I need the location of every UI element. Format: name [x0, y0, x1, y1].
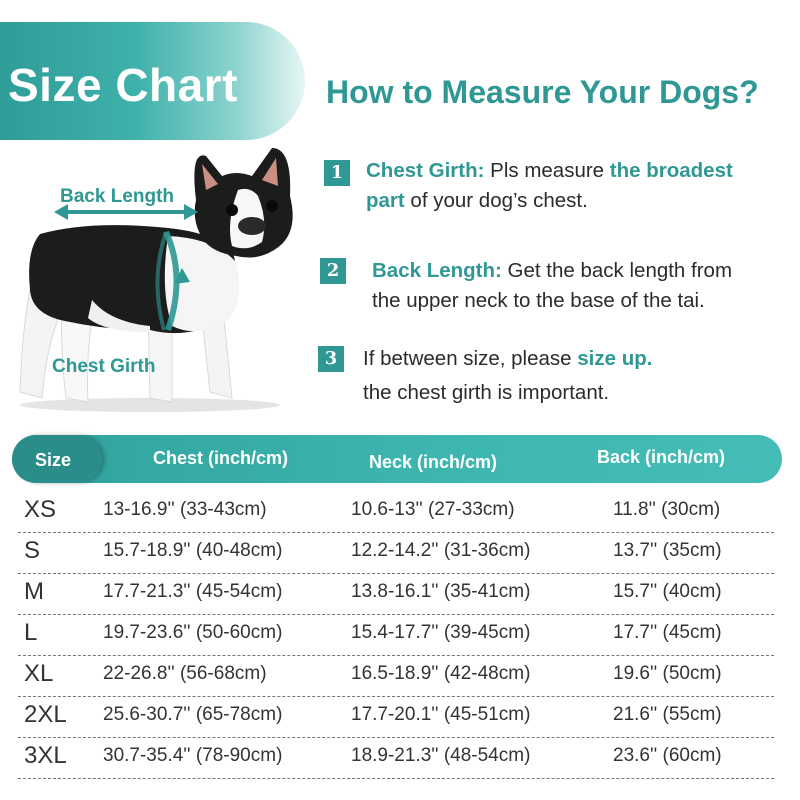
header-back: Back (inch/cm): [597, 447, 726, 467]
table-row: [18, 696, 774, 738]
header-size: Size: [35, 450, 72, 470]
chest-cell: 15.7-18.9'' (40-48cm): [103, 540, 283, 561]
banner-title: Size Chart: [8, 59, 238, 111]
size-cell: L: [24, 619, 38, 646]
page-title: How to Measure Your Dogs?: [326, 74, 759, 110]
step-2-text: [372, 256, 732, 316]
step-2-number: 2: [320, 258, 346, 284]
table-row: [18, 491, 774, 533]
chest-girth-label: Chest Girth: [52, 356, 156, 377]
size-cell: XS: [24, 496, 57, 523]
step-3-number: 3: [318, 346, 344, 372]
back-cell: 19.6'' (50cm): [613, 663, 722, 684]
table-row: [18, 614, 774, 656]
chest-cell: 19.7-23.6'' (50-60cm): [103, 622, 283, 643]
neck-cell: 16.5-18.9'' (42-48cm): [351, 663, 531, 684]
step-3-text-b: the chest girth is important.: [363, 381, 610, 404]
table-row: [18, 737, 774, 779]
table-row: [18, 655, 774, 697]
step-2-text-b: the upper neck to the base of the tai.: [372, 289, 705, 312]
table-header: [12, 435, 782, 483]
step-1-text-b: of your dog’s chest.: [404, 189, 588, 212]
step-1-text: [366, 156, 733, 216]
chest-cell: 13-16.9'' (33-43cm): [103, 499, 267, 520]
step-1-highlight: the broadest: [609, 159, 733, 182]
back-cell: 15.7'' (40cm): [613, 581, 722, 602]
back-cell: 13.7'' (35cm): [613, 540, 722, 561]
back-cell: 21.6'' (55cm): [613, 704, 722, 725]
neck-cell: 10.6-13'' (27-33cm): [351, 499, 515, 520]
step-3-period: .: [646, 347, 653, 370]
step-1-number: 1: [324, 160, 350, 186]
size-cell: M: [24, 578, 44, 605]
step-2-text-a: Get the back length from: [501, 259, 733, 282]
header-chest: Chest (inch/cm): [153, 448, 289, 468]
back-cell: 11.8'' (30cm): [613, 499, 721, 520]
step-2-label: Back Length:: [372, 259, 502, 282]
step-3-text: [363, 344, 652, 408]
chest-cell: 25.6-30.7'' (65-78cm): [103, 704, 283, 725]
size-cell: S: [24, 537, 41, 564]
step-3-text-a: If between size, please: [363, 347, 578, 370]
back-cell: 17.7'' (45cm): [613, 622, 722, 643]
back-length-label: Back Length: [60, 186, 175, 207]
neck-cell: 12.2-14.2'' (31-36cm): [351, 540, 531, 561]
size-cell: 2XL: [24, 701, 67, 728]
dog-illustration: [0, 140, 310, 420]
table-row: [18, 573, 774, 615]
back-cell: 23.6'' (60cm): [613, 745, 722, 766]
size-cell: XL: [24, 660, 54, 687]
step-1-label: Chest Girth:: [366, 159, 485, 182]
neck-cell: 18.9-21.3'' (48-54cm): [351, 745, 531, 766]
table-row: [18, 532, 774, 574]
step-1-text-a: Pls measure: [484, 159, 610, 182]
neck-cell: 13.8-16.1'' (35-41cm): [351, 581, 531, 602]
chest-cell: 17.7-21.3'' (45-54cm): [103, 581, 283, 602]
size-cell: 3XL: [24, 742, 67, 769]
neck-cell: 15.4-17.7'' (39-45cm): [351, 622, 531, 643]
header-neck: Neck (inch/cm): [369, 452, 498, 472]
chest-cell: 30.7-35.4'' (78-90cm): [103, 745, 283, 766]
chest-cell: 22-26.8'' (56-68cm): [103, 663, 267, 684]
neck-cell: 17.7-20.1'' (45-51cm): [351, 704, 531, 725]
step-3-highlight: size up: [577, 347, 647, 370]
step-1-highlight-b: part: [366, 189, 405, 212]
